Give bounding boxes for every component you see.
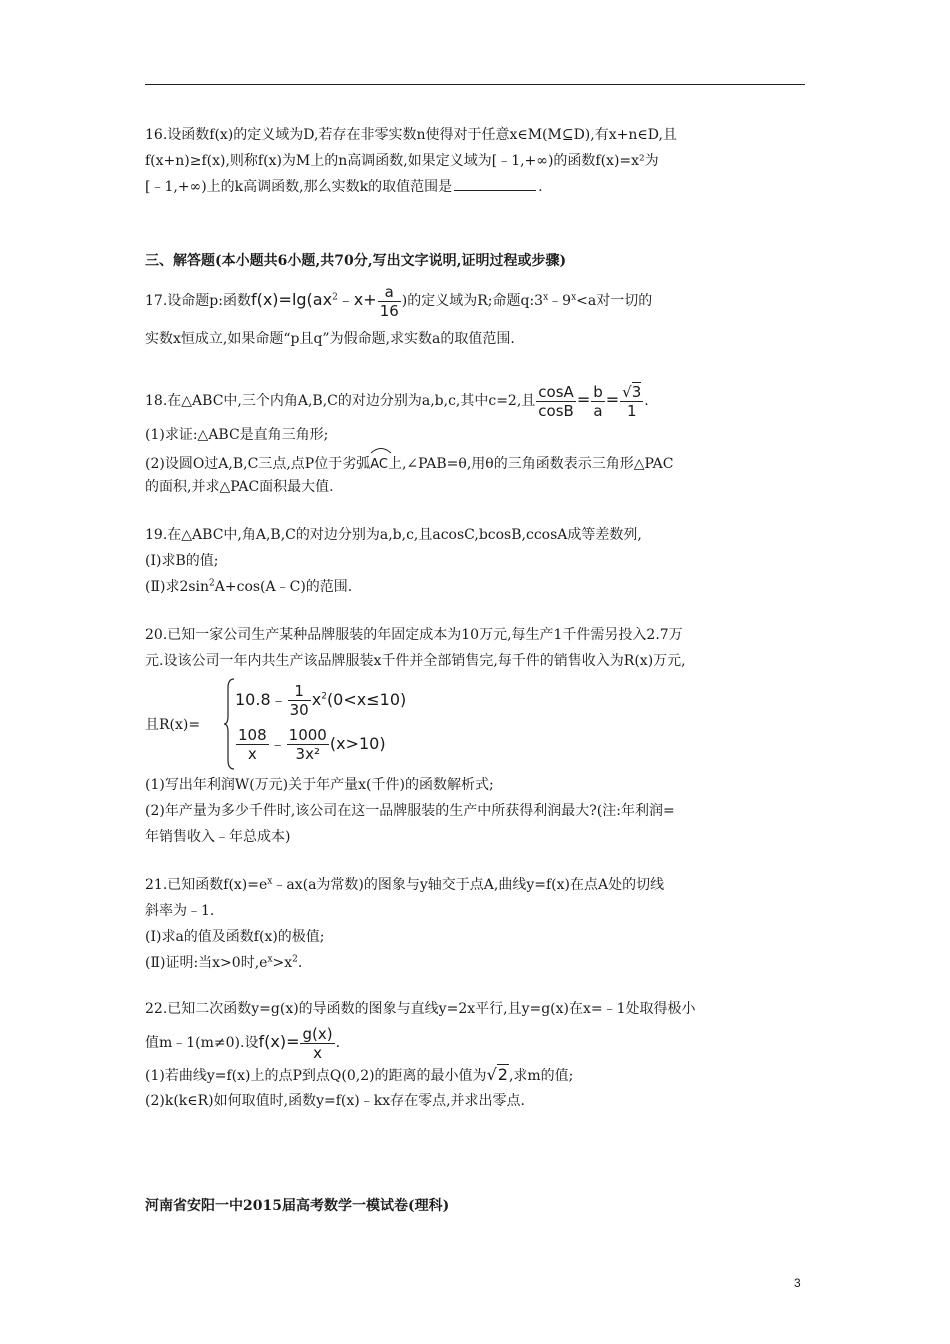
q18-period: . [644, 393, 649, 409]
q21-line-4b: >x [272, 955, 293, 971]
q17-text-c: )的定义域为R;命题q:3 [401, 293, 544, 309]
q18-frac-ba [591, 383, 605, 420]
q21-line-4c: . [297, 955, 303, 971]
q17-fraction [378, 283, 401, 320]
q19-line-2: (Ⅰ)求B的值; [145, 553, 219, 569]
q16-line-3-text: [﹣1,+∞)上的k高调函数,那么实数k的取值范围是 [145, 179, 453, 195]
q21-line-2: 斜率为﹣1. [145, 903, 215, 919]
q17-line-2: 实数x恒成立,如果命题“p且q”为假命题,求实数a的取值范围. [145, 331, 515, 347]
q20-case-1a: 10.8﹣ [235, 690, 287, 709]
q17-line-1 [145, 282, 810, 318]
q16-period: . [538, 179, 543, 195]
question-22 [145, 996, 810, 1114]
q20-case-1-frac [288, 682, 311, 719]
arc-icon [370, 446, 392, 454]
question-19 [145, 522, 810, 600]
q21-line-4 [145, 950, 810, 976]
q21-line-1b: ﹣ax(a为常数)的图象与y轴交于点A,曲线y=f(x)在点A处的切线 [272, 877, 665, 893]
q20-case-2-frac-2 [287, 726, 329, 763]
q21-line-3: (Ⅰ)求a的值及函数f(x)的极值; [145, 929, 325, 945]
section-heading-text: 三、解答题(本小题共6小题,共70分,写出文字说明,证明过程或步骤) [145, 253, 567, 269]
q22-line-3b: ,求m的值; [508, 1068, 574, 1084]
q20-case-2-num-1: 108 [238, 726, 267, 744]
header-rule [145, 84, 805, 85]
q16-line-1: 16.设函数f(x)的定义域为D,若存在非零实数n使得对于任意x∈M(M⊆D),有x+n∈D,且 [145, 127, 677, 143]
q20-case-2-den-2: 3x² [295, 745, 320, 763]
sqrt-2-radicand: 2 [497, 1065, 508, 1084]
q20-line-1: 20.已知一家公司生产某种品牌服装的年固定成本为10万元,每生产1千件需另投入2.7万 [145, 627, 683, 643]
q20-line-2: 元.设该公司一年内共生产该品牌服装x千件并全部销售完,每千件的销售收入为R(x)万元, [145, 653, 686, 669]
arc-label: AC [370, 457, 388, 472]
q21-line-1 [145, 872, 810, 898]
q18-frac-cos-num: cosA [536, 383, 576, 402]
question-20-parts [145, 772, 810, 850]
q17-exp-x1: x [543, 292, 549, 303]
q16-line-3 [145, 174, 810, 200]
q22-line-4: (2)k(k∈R)如何取值时,函数y=f(x)﹣kx存在零点,并求出零点. [145, 1093, 525, 1109]
q20-piecewise-label: 且R(x)= [145, 717, 201, 733]
question-16 [145, 122, 810, 200]
q20-piecewise [145, 678, 805, 770]
q18-line-1 [145, 380, 810, 420]
q17-frac-den: 16 [379, 301, 399, 320]
q19-exp: 2 [209, 578, 215, 589]
exam-title: 河南省安阳一中2015届高考数学一模试卷(理科) [145, 1198, 450, 1214]
q20-case-2 [235, 726, 386, 763]
q22-frac-den: x [313, 1043, 322, 1062]
left-brace-icon [223, 678, 235, 770]
q17-exp: 2 [332, 292, 338, 303]
arc-ac [370, 448, 388, 478]
q18-text-a: 18.在△ABC中,三个内角A,B,C的对边分别为a,b,c,其中c=2,且 [145, 393, 536, 409]
q22-line-3 [145, 1062, 810, 1088]
q16-line-2: f(x+n)≥f(x),则称f(x)为M上的n高调函数,如果定义域为[﹣1,+∞)的函数f(x)=x²为 [145, 153, 659, 169]
q17-text-a: 17.设命题p:函数 [145, 293, 251, 309]
q20-case-1-den: 30 [289, 701, 309, 719]
q20-part-2a: (2)年产量为多少千件时,该公司在这一品牌服装的生产中所获得利润最大?(注:年利润= [145, 803, 675, 819]
q19-line-1: 19.在△ABC中,角A,B,C的对边分别为a,b,c,且acosC,bcosB,ccosA成等差数列, [145, 527, 642, 543]
q18-frac-sqrt3-den: 1 [626, 401, 637, 420]
q22-func: f(x)= [258, 1032, 300, 1051]
page-number: 3 [794, 1276, 801, 1290]
q20-part-2b: 年销售收入﹣年总成本) [145, 829, 291, 845]
q18-part-2c: 的面积,并求△PAC面积最大值. [145, 479, 334, 495]
q18-part-2a: (2)设圆O过A,B,C三点,点P位于劣弧 [145, 456, 371, 472]
q20-case-1-num: 1 [288, 682, 311, 701]
q21-exp-3: 2 [292, 954, 298, 965]
q22-fraction [300, 1025, 334, 1062]
question-20 [145, 622, 810, 674]
q19-line-3b: A+cos(A﹣C)的范围. [214, 579, 353, 595]
q21-line-1a: 21.已知函数f(x)=e [145, 877, 268, 893]
q17-frac-num: a [378, 283, 401, 302]
sqrt-2: √2 [486, 1065, 508, 1084]
q22-period: . [335, 1035, 341, 1051]
q19-line-3a: (Ⅱ)求2sin [145, 579, 210, 595]
q17-exp-x2: x [571, 292, 577, 303]
q18-sqrt3-radicand: 3 [631, 382, 642, 401]
q17-text-e: <a对一切的 [576, 293, 653, 309]
answer-blank [454, 176, 536, 191]
q17-text-d: ﹣9 [548, 293, 572, 309]
q20-case-2-num-2: 1000 [288, 726, 327, 744]
question-21 [145, 872, 810, 976]
q20-case-2-frac-1 [236, 726, 269, 763]
q22-line-2 [145, 1022, 810, 1062]
q18-frac-ba-num: b [593, 382, 603, 401]
q21-line-4a: (Ⅱ)证明:当x>0时,e [145, 955, 268, 971]
q18-eq-2: = [605, 390, 620, 409]
q22-line-1: 22.已知二次函数y=g(x)的导函数的图象与直线y=2x平行,且y=g(x)在x=﹣1处取得极小 [145, 1001, 696, 1017]
q20-case-1b: x [311, 690, 322, 709]
q22-line-2a: 值m﹣1(m≠0).设 [145, 1035, 259, 1051]
q18-frac-cos-den: cosB [538, 401, 574, 420]
q18-eq-1: = [576, 390, 591, 409]
question-17 [145, 282, 810, 352]
q20-case-2-minus: ﹣ [269, 734, 286, 753]
q21-exp-1: x [267, 876, 273, 887]
q18-frac-ba-den: a [593, 401, 603, 420]
q20-part-1: (1)写出年利润W(万元)关于年产量x(千件)的函数解析式; [145, 777, 494, 793]
q17-func-b: ﹣x+ [337, 290, 377, 309]
q20-case-2-den-1: x [247, 745, 257, 763]
q18-part-2b: 上,∠PAB=θ,用θ的三角函数表示三角形△PAC [387, 456, 674, 472]
q22-line-3a: (1)若曲线y=f(x)上的点P到点Q(0,2)的距离的最小值为 [145, 1068, 487, 1084]
q17-func: f(x)=lg(ax [250, 290, 333, 309]
q20-case-1 [235, 682, 406, 719]
q18-frac-sqrt3 [620, 383, 643, 420]
q18-frac-cos [536, 383, 576, 420]
q19-line-3 [145, 574, 810, 600]
q20-case-2c: (x>10) [329, 734, 386, 753]
question-18 [145, 380, 810, 500]
q20-case-1c: (0<x≤10) [326, 690, 407, 709]
section-heading [145, 248, 810, 274]
q22-frac-num: g(x) [302, 1024, 333, 1043]
q18-part-2 [145, 448, 810, 474]
q18-frac-sqrt3-num: √3 [622, 382, 642, 401]
q20-case-1-exp: 2 [321, 691, 327, 702]
q21-exp-2: x [267, 954, 273, 965]
q18-part-1: (1)求证:△ABC是直角三角形; [145, 427, 329, 443]
